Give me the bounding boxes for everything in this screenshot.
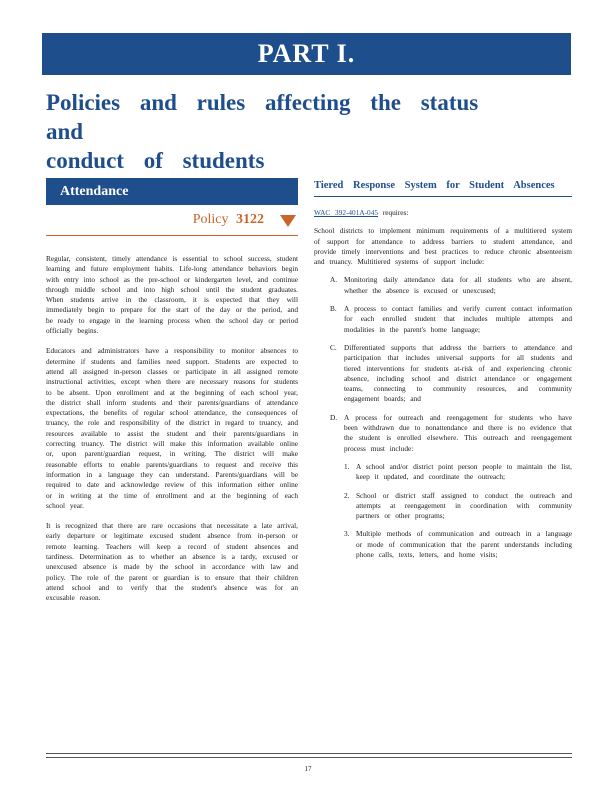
list-item-text bbox=[344, 413, 572, 569]
wac-reference bbox=[314, 208, 572, 218]
wac-suffix: requires: bbox=[378, 208, 409, 217]
list-item bbox=[314, 304, 572, 335]
footer-divider bbox=[46, 757, 572, 758]
part-title: PART I. bbox=[257, 39, 356, 68]
page-title-line-1: Policies and rules affecting the status and bbox=[46, 90, 479, 144]
attendance-paragraph: It is recognized that there are rare occasions that necessitate a late arrival, early departure or legitimate excused student absence from in-person or remote learning. Teachers will keep a record of student absences and tardiness. Determination as to whether an absence is a tardy, excused or unexcused absence is made by the school in accordance with law and policy. The role of the parent or guardian is to ensure that their children attend school and to verify that the student's absence was for an excusable reason. bbox=[46, 521, 298, 603]
requirements-list bbox=[314, 275, 572, 568]
sub-list-marker: 3. bbox=[344, 529, 350, 539]
triangle-down-icon bbox=[280, 215, 296, 227]
attendance-paragraph: Educators and administrators have a responsibility to monitor absences to determine if students and families need support. Students are expected to attend all assigned in-person classes or participate in all assigned remote instructional activities, except when there are necessary reasons for students to be absent. Upon enrollment and at the beginning of each school year, the district shall inform students and their parents/guardians of attendance expectations, the benefits of regular school attendance, the consequences of truancy, the role and responsibility of the district in regard to truancy, and resources available to assist the student and their parents/guardians in correcting truancy. The district will make this information available online or, upon parent/guardian request, in writing. The district will make reasonable efforts to enable parents/guardians to request and receive this information in a language they can understand. Parents/guardians will be required to date and acknowledge review of this information either online or in writing at the time of enrollment and at the beginning of each school year. bbox=[46, 346, 298, 510]
list-item-text: A process to contact families and verify current contact information for each enrolled student that includes multiple attempts and modalities in the parent's home language; bbox=[344, 304, 572, 334]
sub-list-marker: 1. bbox=[344, 461, 350, 471]
sub-list-marker: 2. bbox=[344, 490, 350, 500]
list-marker: A. bbox=[330, 275, 338, 285]
attendance-column bbox=[46, 178, 298, 604]
sub-list-item-text: A school and/or district point person people to maintain the list, keep it updated, and coordinate the outreach; bbox=[356, 461, 572, 482]
policy-reference bbox=[46, 212, 298, 236]
list-item-text: Differentiated supports that address the barriers to attendance and participation that includes universal supports for all students and tiered interventions for students at-risk of and experiencing chronic absence, including school and district attendance or engagement teams, connecting to community resources, and community engagement boards; and bbox=[344, 342, 572, 404]
tiered-response-column bbox=[314, 180, 572, 576]
attendance-heading: Attendance bbox=[46, 178, 298, 205]
page-title-line-2: conduct of students bbox=[46, 148, 265, 173]
attendance-paragraph: Regular, consistent, timely attendance is essential to school success, student learning and future employment habits. Life-long attendance behaviors begin with entry into school as the pre-school or kindergarten level, and continue through middle school and into high school until the student graduates. When students arrive in the classroom, it is expected that they will immediately begin to prepare for the start of the day or the period, and be ready to engage in the learning process when the school day or period officially begins. bbox=[46, 254, 298, 336]
list-item-text: Monitoring daily attendance data for all students who are absent, whether the absence is excused or unexcused; bbox=[344, 275, 572, 295]
sub-list-item bbox=[344, 462, 572, 483]
sub-list-item-text: School or district staff assigned to conduct the outreach and attempts at reengagement in coordination with community partners or other programs; bbox=[356, 490, 572, 521]
policy-number: 3122 bbox=[236, 212, 264, 227]
page-number: 17 bbox=[304, 765, 312, 773]
footer-divider bbox=[46, 753, 572, 754]
part-banner bbox=[42, 33, 571, 75]
sub-list-item bbox=[344, 491, 572, 522]
list-item bbox=[314, 275, 572, 296]
outreach-sublist bbox=[344, 462, 572, 560]
list-item bbox=[314, 413, 572, 569]
sub-list-item-text: Multiple methods of communication and outreach in a language or mode of communication that the parent understands including phone calls, texts, letters, and home visits; bbox=[356, 529, 572, 560]
tiered-response-heading: Tiered Response System for Student Absences bbox=[314, 180, 572, 197]
page-title bbox=[46, 88, 526, 175]
wac-link[interactable]: WAC 392-401A-045 bbox=[314, 208, 379, 217]
list-marker: D. bbox=[330, 412, 338, 422]
list-item-text-d: A process for outreach and reengagement for students who have been withdrawn due to nonattendance and there is no evidence that the student is enrolled elsewhere. This outreach and reengagement process must include: bbox=[344, 412, 572, 453]
list-item bbox=[314, 343, 572, 405]
attendance-body bbox=[46, 254, 298, 604]
list-marker: B. bbox=[330, 304, 337, 314]
sub-list-item bbox=[344, 529, 572, 560]
list-marker: C. bbox=[330, 342, 337, 352]
policy-label: Policy bbox=[192, 212, 229, 227]
tiered-intro: School districts to implement minimum requirements of a multitiered system of support for attendance to address barriers to student attendance, and provide timely interventions and best practices to reduce chronic absenteeism and truancy. Multitiered systems of support include: bbox=[314, 226, 572, 267]
